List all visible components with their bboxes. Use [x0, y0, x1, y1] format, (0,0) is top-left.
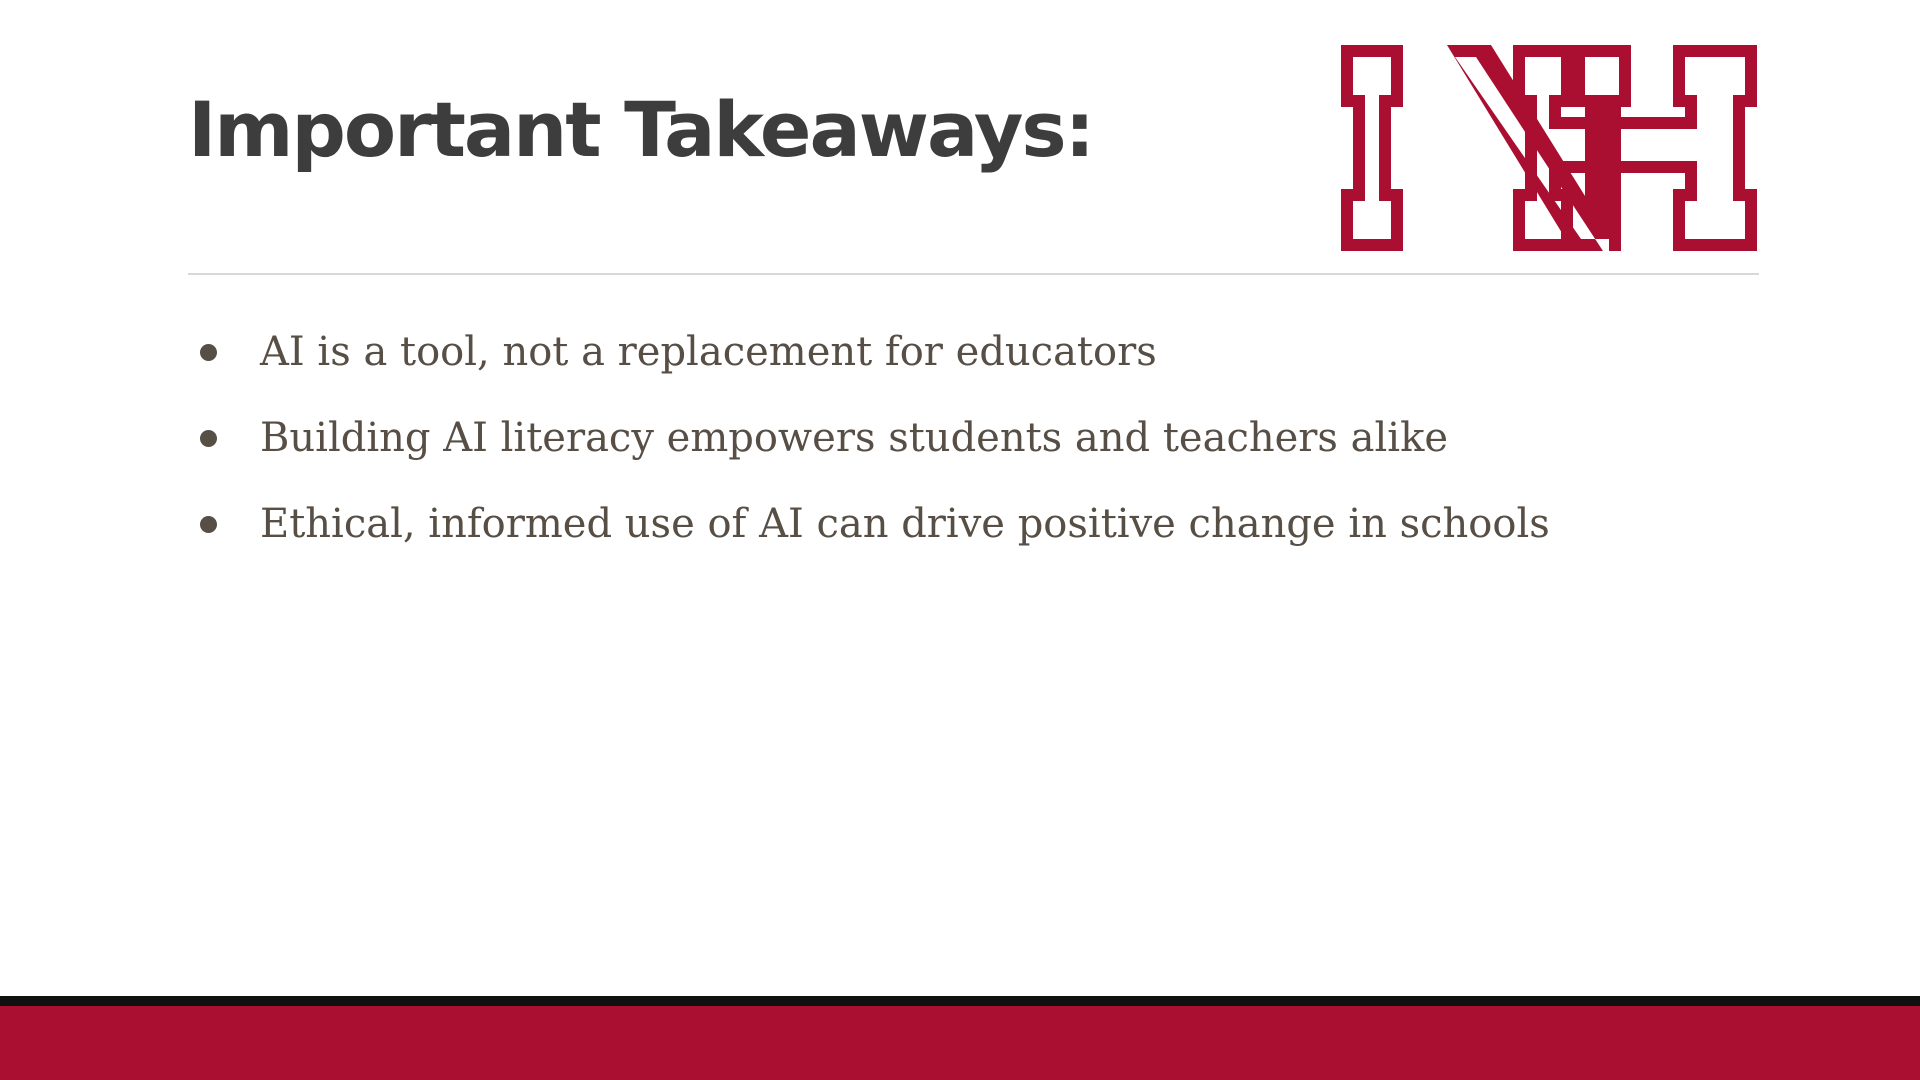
- list-item: [188, 490, 1768, 558]
- bullet-text: AI is a tool, not a replacement for educators: [260, 329, 1157, 375]
- footer-red-band: [0, 1006, 1920, 1080]
- list-item: [188, 404, 1768, 472]
- bullet-text: Ethical, informed use of AI can drive positive change in schools: [260, 501, 1550, 547]
- footer-black-stripe: [0, 996, 1920, 1006]
- bullet-dot-icon: [200, 430, 217, 447]
- nh-logo: [1341, 45, 1757, 251]
- title-divider: [188, 273, 1759, 275]
- bullet-dot-icon: [200, 516, 217, 533]
- bullet-text: Building AI literacy empowers students and teachers alike: [260, 415, 1448, 461]
- takeaways-list: [188, 318, 1768, 558]
- nh-logo-letter-n-stem: [1341, 45, 1403, 251]
- slide-title: Important Takeaways:: [188, 85, 1094, 174]
- bullet-dot-icon: [200, 344, 217, 361]
- list-item: [188, 318, 1768, 386]
